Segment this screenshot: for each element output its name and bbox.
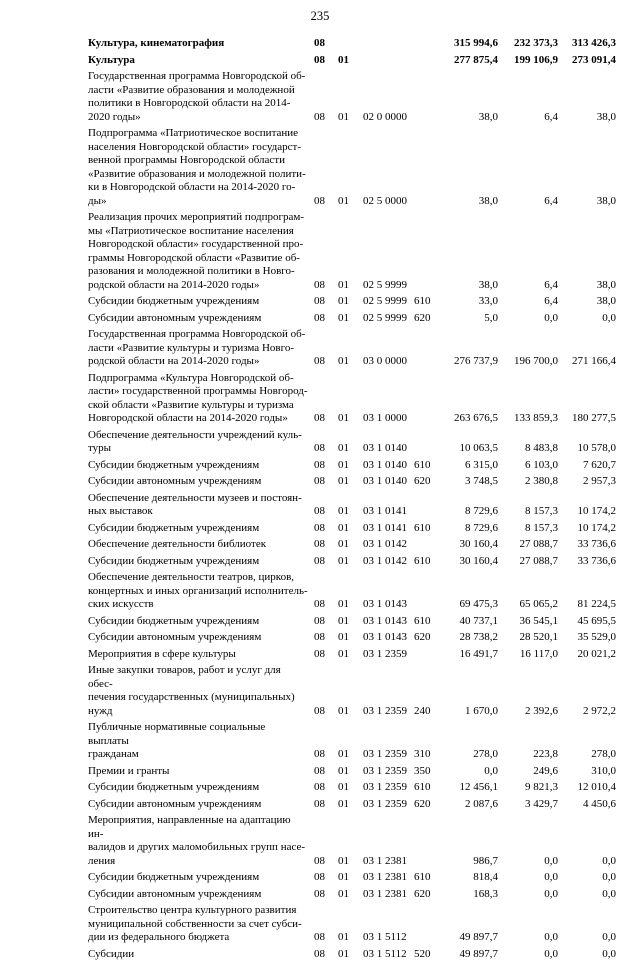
expense-type-code: 310 xyxy=(414,748,431,760)
target-article-code: 03 1 2359 xyxy=(363,764,407,777)
amount-col-3: 273 091,4 xyxy=(572,53,616,66)
target-article-code: 02 5 9999 xyxy=(363,311,407,324)
amount-col-3: 0,0 xyxy=(602,931,616,943)
subsection-code: 01 xyxy=(338,53,349,66)
amount-col-2: 16 117,0 xyxy=(519,647,558,660)
amount-col-3: 81 224,5 xyxy=(577,598,616,610)
row-name: Обеспечение деятельности театров, цирков, концертных и иных организаций исполнитель- ских искусств xyxy=(88,571,308,610)
amount-col-2: 9 821,3 xyxy=(525,781,558,793)
amount-col-2: 0,0 xyxy=(544,871,558,883)
amount-col-2: 36 545,1 xyxy=(519,614,558,627)
target-article-code: 03 1 0140 xyxy=(363,458,407,471)
amount-col-2: 8 483,8 xyxy=(525,442,558,454)
table-row xyxy=(0,127,640,208)
row-name: Субсидии бюджетным учреждениям xyxy=(88,458,260,471)
amount-col-2: 0,0 xyxy=(544,947,558,960)
amount-col-1: 6 315,0 xyxy=(465,458,498,471)
table-row xyxy=(0,631,640,645)
amount-col-1: 49 897,7 xyxy=(459,931,498,943)
section-code: 08 xyxy=(314,598,325,610)
section-code: 08 xyxy=(314,781,325,793)
row-name: Субсидии автономным учреждениям xyxy=(88,311,262,324)
amount-col-3: 0,0 xyxy=(602,887,616,900)
row-name: Подпрограмма «Культура Новгородской об- ласти» государственной программы Новгород- ской области «Развитие культуры и туризма Новгородской области на 2014-2020 годы» xyxy=(88,371,308,424)
row-name: Культура, кинематография xyxy=(88,37,225,49)
target-article-code: 02 5 9999 xyxy=(363,278,407,291)
page-number: 235 xyxy=(310,9,330,23)
subsection-code: 01 xyxy=(338,458,349,471)
section-code: 08 xyxy=(314,505,325,517)
expense-type-code: 350 xyxy=(414,764,431,777)
section-code: 08 xyxy=(314,110,325,123)
amount-col-2: 0,0 xyxy=(544,887,558,900)
amount-col-1: 38,0 xyxy=(478,278,498,291)
amount-col-1: 2 087,6 xyxy=(465,797,498,810)
amount-col-1: 168,3 xyxy=(473,887,498,900)
table-row xyxy=(0,648,640,662)
amount-col-2: 133 859,3 xyxy=(514,412,558,424)
table-row xyxy=(0,211,640,292)
target-article-code: 03 1 2359 xyxy=(363,748,407,760)
target-article-code: 03 1 2381 xyxy=(363,871,407,883)
amount-col-1: 8 729,6 xyxy=(465,505,498,517)
subsection-code: 01 xyxy=(338,931,349,943)
amount-col-2: 6 103,0 xyxy=(525,458,558,471)
amount-col-3: 2 972,2 xyxy=(583,704,616,717)
target-article-code: 03 1 0140 xyxy=(363,475,407,487)
table-row xyxy=(0,328,640,369)
amount-col-1: 28 738,2 xyxy=(459,631,498,643)
target-article-code: 03 0 0000 xyxy=(363,355,407,367)
subsection-code: 01 xyxy=(338,554,349,567)
section-code: 08 xyxy=(314,194,325,207)
amount-col-3: 45 695,5 xyxy=(577,614,616,627)
table-row xyxy=(0,475,640,489)
amount-col-2: 223,8 xyxy=(533,748,558,760)
row-name: Субсидии автономным учреждениям xyxy=(88,631,262,643)
amount-col-1: 40 737,1 xyxy=(459,614,498,627)
target-article-code: 03 1 0142 xyxy=(363,538,407,550)
subsection-code: 01 xyxy=(338,748,349,760)
amount-col-3: 10 174,2 xyxy=(577,505,616,517)
amount-col-1: 10 063,5 xyxy=(459,442,498,454)
row-name: Реализация прочих мероприятий подпрограм- мы «Патриотическое воспитание населения Новгородской области» государственной про- граммы Новгородской области «Развитие об- разования и молодежной политики в Новго- родской области на 2014-2020 годы» xyxy=(88,211,305,291)
subsection-code: 01 xyxy=(338,295,349,307)
table-row xyxy=(0,721,640,762)
table-row xyxy=(0,871,640,885)
row-name: Субсидии бюджетным учреждениям xyxy=(88,295,260,307)
row-name: Субсидии бюджетным учреждениям xyxy=(88,521,260,534)
row-name: Субсидии автономным учреждениям xyxy=(88,475,262,487)
expense-type-code: 610 xyxy=(414,521,431,534)
table-row xyxy=(0,492,640,519)
subsection-code: 01 xyxy=(338,194,349,207)
row-name: Культура xyxy=(88,53,135,66)
amount-col-2: 8 157,3 xyxy=(525,505,558,517)
section-code: 08 xyxy=(314,37,325,49)
amount-col-3: 310,0 xyxy=(591,764,616,777)
budget-table xyxy=(0,37,640,964)
amount-col-1: 38,0 xyxy=(478,110,498,123)
table-row xyxy=(0,888,640,902)
amount-col-2: 232 373,3 xyxy=(514,37,558,49)
row-name: Субсидии xyxy=(88,947,135,960)
subsection-code: 01 xyxy=(338,764,349,777)
table-row xyxy=(0,522,640,536)
target-article-code: 03 1 2359 xyxy=(363,781,407,793)
section-code: 08 xyxy=(314,614,325,627)
row-name: Субсидии бюджетным учреждениям xyxy=(88,614,260,627)
amount-col-3: 38,0 xyxy=(596,278,616,291)
subsection-code: 01 xyxy=(338,505,349,517)
target-article-code: 03 1 0143 xyxy=(363,631,407,643)
target-article-code: 03 1 2359 xyxy=(363,797,407,810)
expense-type-code: 620 xyxy=(414,887,431,900)
section-code: 08 xyxy=(314,295,325,307)
row-name: Мероприятия, направленные на адаптацию ин- валидов и других маломобильных групп насе- ления xyxy=(88,814,306,867)
section-code: 08 xyxy=(314,647,325,660)
amount-col-2: 6,4 xyxy=(544,194,558,207)
subsection-code: 01 xyxy=(338,311,349,324)
amount-col-3: 2 957,3 xyxy=(583,475,616,487)
table-row xyxy=(0,814,640,868)
table-row xyxy=(0,555,640,569)
row-name: Мероприятия в сфере культуры xyxy=(88,647,236,660)
section-code: 08 xyxy=(314,887,325,900)
amount-col-2: 6,4 xyxy=(544,295,558,307)
amount-col-1: 12 456,1 xyxy=(459,781,498,793)
target-article-code: 02 5 9999 xyxy=(363,295,407,307)
target-article-code: 03 1 0000 xyxy=(363,412,407,424)
row-name: Государственная программа Новгородской об- ласти «Развитие образования и молодежной политики в Новгородской области на 2014- 2020 годы» xyxy=(88,70,306,123)
expense-type-code: 610 xyxy=(414,781,431,793)
amount-col-3: 0,0 xyxy=(602,871,616,883)
amount-col-2: 0,0 xyxy=(544,931,558,943)
amount-col-2: 3 429,7 xyxy=(525,797,558,810)
table-row xyxy=(0,37,640,51)
table-row xyxy=(0,372,640,426)
amount-col-3: 38,0 xyxy=(596,194,616,207)
row-name: Субсидии бюджетным учреждениям xyxy=(88,781,260,793)
target-article-code: 03 1 0141 xyxy=(363,505,407,517)
row-name: Подпрограмма «Патриотическое воспитание населения Новгородской области» государст- венной программы Новгородской области «Развитие образования и молодежной полити- ки в Новгородской области на 2014-2020 го- ды» xyxy=(88,127,306,207)
section-code: 08 xyxy=(314,704,325,717)
expense-type-code: 610 xyxy=(414,614,431,627)
amount-col-1: 1 670,0 xyxy=(465,704,498,717)
row-name: Обеспечение деятельности учреждений куль- туры xyxy=(88,428,302,454)
target-article-code: 03 1 0141 xyxy=(363,521,407,534)
section-code: 08 xyxy=(314,475,325,487)
section-code: 08 xyxy=(314,931,325,943)
expense-type-code: 620 xyxy=(414,797,431,810)
subsection-code: 01 xyxy=(338,614,349,627)
amount-col-2: 196 700,0 xyxy=(514,355,558,367)
section-code: 08 xyxy=(314,554,325,567)
amount-col-3: 38,0 xyxy=(596,295,616,307)
table-row xyxy=(0,459,640,473)
amount-col-1: 30 160,4 xyxy=(459,554,498,567)
section-code: 08 xyxy=(314,538,325,550)
amount-col-1: 277 875,4 xyxy=(454,53,498,66)
amount-col-1: 3 748,5 xyxy=(465,475,498,487)
amount-col-2: 27 088,7 xyxy=(519,538,558,550)
amount-col-3: 20 021,2 xyxy=(577,647,616,660)
row-name: Обеспечение деятельности музеев и постоян- ных выставок xyxy=(88,491,302,517)
amount-col-3: 10 578,0 xyxy=(577,442,616,454)
amount-col-2: 65 065,2 xyxy=(519,598,558,610)
section-code: 08 xyxy=(314,764,325,777)
amount-col-3: 180 277,5 xyxy=(572,412,616,424)
subsection-code: 01 xyxy=(338,110,349,123)
expense-type-code: 610 xyxy=(414,295,431,307)
amount-col-3: 278,0 xyxy=(591,748,616,760)
target-article-code: 03 1 5112 xyxy=(363,947,407,960)
amount-col-1: 276 737,9 xyxy=(454,355,498,367)
amount-col-1: 16 491,7 xyxy=(459,647,498,660)
table-row xyxy=(0,798,640,812)
subsection-code: 01 xyxy=(338,647,349,660)
section-code: 08 xyxy=(314,442,325,454)
subsection-code: 01 xyxy=(338,521,349,534)
amount-col-3: 35 529,0 xyxy=(577,631,616,643)
row-name: Премии и гранты xyxy=(88,764,170,777)
amount-col-1: 986,7 xyxy=(473,854,498,867)
target-article-code: 03 1 2381 xyxy=(363,887,407,900)
section-code: 08 xyxy=(314,797,325,810)
table-row xyxy=(0,538,640,552)
amount-col-1: 263 676,5 xyxy=(454,412,498,424)
amount-col-2: 27 088,7 xyxy=(519,554,558,567)
row-name: Субсидии автономным учреждениям xyxy=(88,797,262,810)
expense-type-code: 610 xyxy=(414,871,431,883)
section-code: 08 xyxy=(314,53,325,66)
amount-col-2: 6,4 xyxy=(544,278,558,291)
table-row xyxy=(0,571,640,612)
target-article-code: 03 1 0143 xyxy=(363,598,407,610)
amount-col-3: 12 010,4 xyxy=(577,781,616,793)
amount-col-2: 199 106,9 xyxy=(514,53,558,66)
row-name: Государственная программа Новгородской об- ласти «Развитие культуры и туризма Новго- родской области на 2014-2020 годы» xyxy=(88,328,306,367)
target-article-code: 02 0 0000 xyxy=(363,110,407,123)
subsection-code: 01 xyxy=(338,781,349,793)
subsection-code: 01 xyxy=(338,278,349,291)
target-article-code: 03 1 2381 xyxy=(363,854,407,867)
table-row xyxy=(0,664,640,718)
amount-col-1: 38,0 xyxy=(478,194,498,207)
subsection-code: 01 xyxy=(338,412,349,424)
subsection-code: 01 xyxy=(338,355,349,367)
section-code: 08 xyxy=(314,521,325,534)
section-code: 08 xyxy=(314,871,325,883)
expense-type-code: 610 xyxy=(414,554,431,567)
expense-type-code: 610 xyxy=(414,458,431,471)
table-row xyxy=(0,54,640,68)
target-article-code: 03 1 0142 xyxy=(363,554,407,567)
expense-type-code: 240 xyxy=(414,704,431,717)
expense-type-code: 620 xyxy=(414,631,431,643)
table-row xyxy=(0,429,640,456)
table-row xyxy=(0,904,640,945)
amount-col-2: 8 157,3 xyxy=(525,521,558,534)
amount-col-1: 69 475,3 xyxy=(459,598,498,610)
amount-col-1: 818,4 xyxy=(473,871,498,883)
amount-col-3: 0,0 xyxy=(602,854,616,867)
subsection-code: 01 xyxy=(338,871,349,883)
row-name: Субсидии бюджетным учреждениям xyxy=(88,871,260,883)
amount-col-1: 33,0 xyxy=(478,295,498,307)
subsection-code: 01 xyxy=(338,887,349,900)
section-code: 08 xyxy=(314,458,325,471)
amount-col-1: 278,0 xyxy=(473,748,498,760)
amount-col-3: 38,0 xyxy=(596,110,616,123)
amount-col-2: 0,0 xyxy=(544,311,558,324)
section-code: 08 xyxy=(314,278,325,291)
amount-col-3: 7 620,7 xyxy=(583,458,616,471)
amount-col-2: 249,6 xyxy=(533,764,558,777)
amount-col-2: 28 520,1 xyxy=(519,631,558,643)
amount-col-2: 2 392,6 xyxy=(525,704,558,717)
table-row xyxy=(0,765,640,779)
subsection-code: 01 xyxy=(338,947,349,960)
subsection-code: 01 xyxy=(338,442,349,454)
section-code: 08 xyxy=(314,412,325,424)
table-row xyxy=(0,295,640,309)
row-name: Публичные нормативные социальные выплаты гражданам xyxy=(88,721,266,760)
row-name: Субсидии автономным учреждениям xyxy=(88,887,262,900)
table-row xyxy=(0,312,640,326)
amount-col-2: 0,0 xyxy=(544,854,558,867)
target-article-code: 03 1 5112 xyxy=(363,931,407,943)
row-name: Иные закупки товаров, работ и услуг для обес- печения государственных (муниципальных) нужд xyxy=(88,664,295,717)
amount-col-2: 2 380,8 xyxy=(525,475,558,487)
amount-col-3: 10 174,2 xyxy=(577,521,616,534)
amount-col-3: 4 450,6 xyxy=(583,797,616,810)
section-code: 08 xyxy=(314,748,325,760)
amount-col-1: 30 160,4 xyxy=(459,538,498,550)
target-article-code: 02 5 0000 xyxy=(363,194,407,207)
target-article-code: 03 1 0143 xyxy=(363,614,407,627)
amount-col-1: 0,0 xyxy=(484,764,498,777)
amount-col-1: 5,0 xyxy=(484,311,498,324)
amount-col-3: 271 166,4 xyxy=(572,355,616,367)
amount-col-3: 0,0 xyxy=(602,311,616,324)
amount-col-2: 6,4 xyxy=(544,110,558,123)
amount-col-3: 33 736,6 xyxy=(577,538,616,550)
target-article-code: 03 1 0140 xyxy=(363,442,407,454)
row-name: Обеспечение деятельности библиотек xyxy=(88,538,267,550)
amount-col-3: 33 736,6 xyxy=(577,554,616,567)
amount-col-1: 8 729,6 xyxy=(465,521,498,534)
section-code: 08 xyxy=(314,854,325,867)
subsection-code: 01 xyxy=(338,797,349,810)
row-name: Строительство центра культурного развития муниципальной собственности за счет субси- дии из федерального бюджета xyxy=(88,904,302,943)
row-name: Субсидии бюджетным учреждениям xyxy=(88,554,260,567)
subsection-code: 01 xyxy=(338,538,349,550)
target-article-code: 03 1 2359 xyxy=(363,647,407,660)
amount-col-1: 315 994,6 xyxy=(454,37,498,49)
section-code: 08 xyxy=(314,947,325,960)
section-code: 08 xyxy=(314,631,325,643)
subsection-code: 01 xyxy=(338,854,349,867)
table-row xyxy=(0,781,640,795)
expense-type-code: 620 xyxy=(414,475,431,487)
section-code: 08 xyxy=(314,355,325,367)
amount-col-1: 49 897,7 xyxy=(459,947,498,960)
amount-col-3: 0,0 xyxy=(602,947,616,960)
subsection-code: 01 xyxy=(338,475,349,487)
table-row xyxy=(0,615,640,629)
subsection-code: 01 xyxy=(338,704,349,717)
subsection-code: 01 xyxy=(338,598,349,610)
table-row xyxy=(0,948,640,962)
expense-type-code: 620 xyxy=(414,311,431,324)
section-code: 08 xyxy=(314,311,325,324)
target-article-code: 03 1 2359 xyxy=(363,704,407,717)
expense-type-code: 520 xyxy=(414,947,431,960)
amount-col-3: 313 426,3 xyxy=(572,37,616,49)
table-row xyxy=(0,70,640,124)
subsection-code: 01 xyxy=(338,631,349,643)
